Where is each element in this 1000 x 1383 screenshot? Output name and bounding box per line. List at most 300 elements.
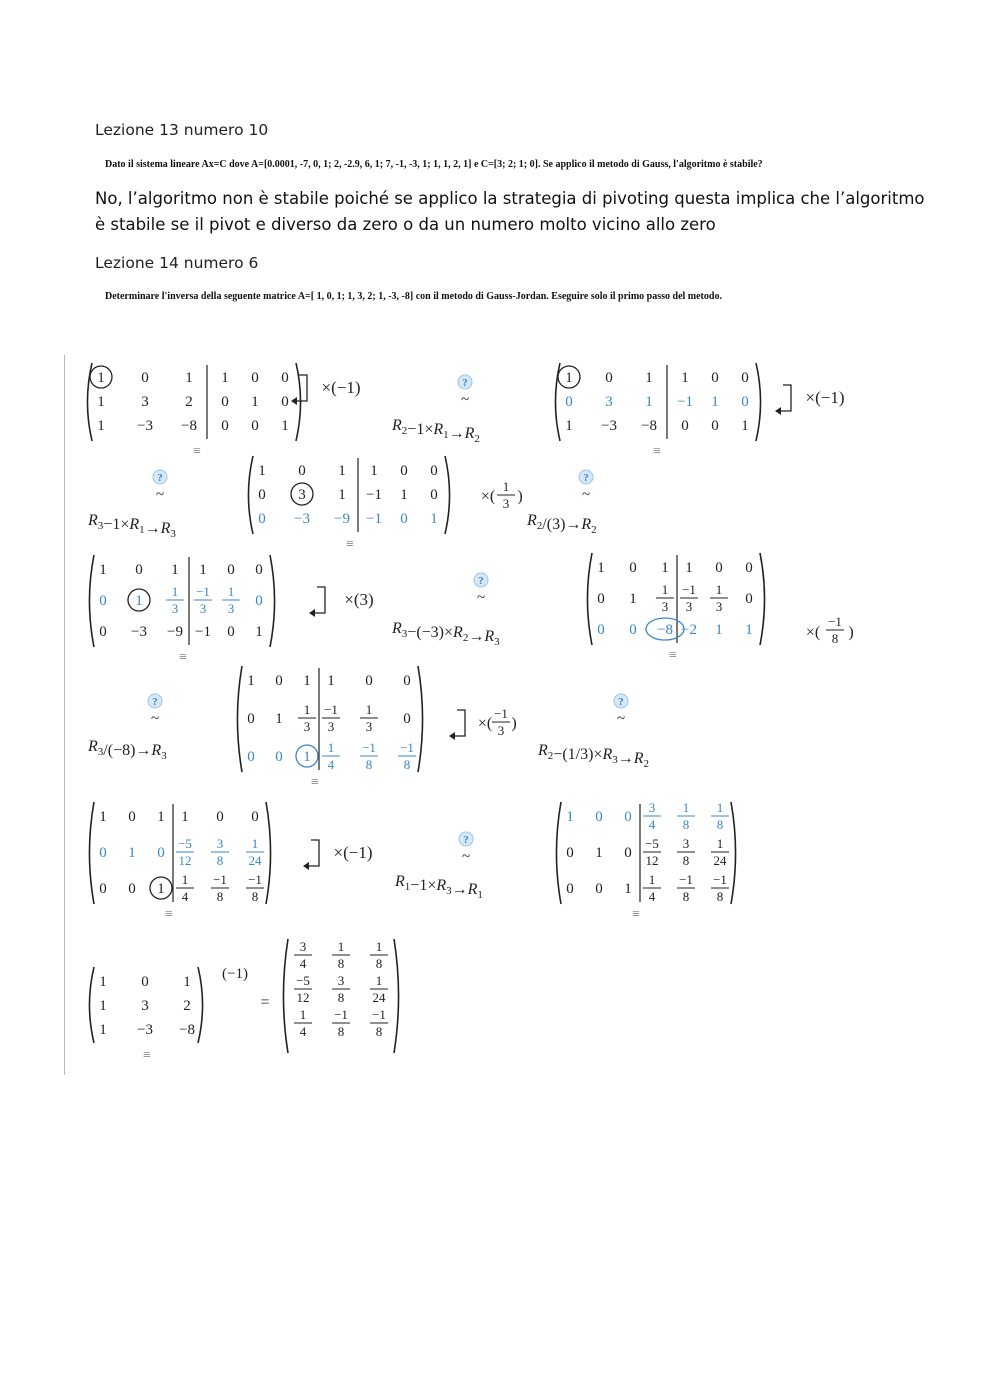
matrix-cell xyxy=(194,584,212,616)
arrow-icon xyxy=(291,397,297,405)
matrix-cell xyxy=(677,872,695,904)
matrix-cell xyxy=(711,800,729,832)
matrix-cell: 1 xyxy=(645,370,653,386)
multiplier-text: ×( xyxy=(805,624,821,641)
matrix-cell: 0 xyxy=(281,394,289,410)
matrix-cell xyxy=(166,584,184,616)
fraction-denominator: 8 xyxy=(716,889,724,904)
matrix-cell: 1 xyxy=(595,845,603,861)
matrix-cell: 1 xyxy=(99,809,107,825)
fraction-numerator: 1 xyxy=(227,584,235,599)
matrix-cell: 0 xyxy=(624,845,632,861)
matrix-cell xyxy=(370,973,388,1005)
fraction-denominator: 8 xyxy=(682,817,690,832)
matrix-cell: 3 xyxy=(605,394,613,410)
fraction-numerator: −1 xyxy=(213,872,227,887)
left-paren xyxy=(248,456,253,534)
matrix-cell: 0 xyxy=(629,560,637,576)
row-operation-text: $R_2/(3)\to R_2$ xyxy=(527,512,597,536)
matrix-cell xyxy=(298,702,316,734)
matrix-cell: 1 xyxy=(303,673,311,689)
matrix-cell: 0 xyxy=(597,591,605,607)
matrix-cell: 1 xyxy=(338,463,346,479)
multiplier-text: ×( xyxy=(480,488,496,505)
matrix-cell: 1 xyxy=(275,711,283,727)
fraction-denominator: 3 xyxy=(685,599,693,614)
matrix-cell: 0 xyxy=(227,624,235,640)
matrix-cell xyxy=(332,973,350,1005)
matrix-cell: 1 xyxy=(247,673,255,689)
matrix-cell: 0 xyxy=(141,974,149,990)
help-icon-glyph: ? xyxy=(462,377,468,389)
matrix-cell: 0 xyxy=(227,562,235,578)
matrix-cell: 1 xyxy=(338,487,346,503)
equiv-symbol: ≡ xyxy=(179,650,187,665)
matrix-cell: 1 xyxy=(661,560,669,576)
section1-heading: Lezione 13 numero 10 xyxy=(95,121,269,139)
multiplier-text: ×(−1) xyxy=(333,843,373,862)
matrix-cell: 1 xyxy=(99,974,107,990)
matrix-cell: 2 xyxy=(183,998,191,1014)
tilde-symbol: ~ xyxy=(461,849,471,865)
section2-question: Determinare l'inversa della seguente matrice A=[ 1, 0, 1; 1, 3, 2; 1, -3, -8] con il metodo di Gauss-Jordan. Eseguire solo il primo passo del metodo. xyxy=(105,291,722,302)
matrix-cell: 0 xyxy=(99,845,107,861)
row-operation-text: $R_2-1\times R_1\to R_2$ xyxy=(392,417,480,445)
matrix-cell: 1 xyxy=(629,591,637,607)
matrix-cell: 0 xyxy=(221,418,229,434)
help-icon[interactable] xyxy=(459,832,473,846)
row-operation-text: $R_3/(-8)\to R_3$ xyxy=(88,738,167,762)
matrix-cell: 1 xyxy=(745,622,753,638)
matrix-cell: 0 xyxy=(135,562,143,578)
fraction-numerator: −1 xyxy=(713,872,727,887)
matrix-cell xyxy=(222,584,240,616)
fraction-numerator: 1 xyxy=(661,582,669,597)
multiplier-text: ×( xyxy=(477,715,493,732)
matrix-cell: 0 xyxy=(99,624,107,640)
right-paren xyxy=(270,555,275,647)
matrix-cell: 0 xyxy=(566,845,574,861)
fraction-numerator: 1 xyxy=(715,582,723,597)
right-paren xyxy=(394,939,399,1053)
fraction-denominator: 8 xyxy=(365,757,373,772)
fraction-denominator: 8 xyxy=(337,1024,345,1039)
help-icon-glyph: ? xyxy=(157,472,163,484)
tilde-symbol: ~ xyxy=(616,711,626,727)
matrix-cell: 1 xyxy=(597,560,605,576)
fraction-denominator: 3 xyxy=(303,719,311,734)
arrow-icon xyxy=(309,609,315,617)
section1-question: Dato il sistema lineare Ax=C dove A=[0.0001, -7, 0, 1; 2, -2.9, 6, 1; 7, -1, -3, 1; 1, 1, 2, 1] e C=[3; 2; 1; 0]. Se applico il metodo di Gauss, l'algoritmo è stabile? xyxy=(105,159,763,170)
fraction-numerator: −1 xyxy=(679,872,693,887)
matrix-cell: 1 xyxy=(645,394,653,410)
fraction-numerator: −5 xyxy=(178,836,192,851)
fraction-numerator: 1 xyxy=(327,740,335,755)
tilde-symbol: ~ xyxy=(476,590,486,606)
matrix-cell: 0 xyxy=(251,418,259,434)
tilde-symbol: ~ xyxy=(460,392,470,408)
right-paren xyxy=(756,363,761,441)
fraction-numerator: 1 xyxy=(682,800,690,815)
fraction-numerator: 3 xyxy=(337,973,345,988)
matrix-cell: −1 xyxy=(366,511,382,527)
left-paren xyxy=(587,553,592,645)
matrix-cell: 3 xyxy=(141,394,149,410)
matrix-cell xyxy=(246,836,264,868)
tilde-symbol: ~ xyxy=(155,487,165,503)
matrix-cell: 1 xyxy=(181,809,189,825)
fraction-denominator: 4 xyxy=(648,817,656,832)
equiv-symbol: ≡ xyxy=(653,444,661,459)
matrix-cell: 0 xyxy=(258,487,266,503)
matrix-cell xyxy=(370,939,388,971)
matrix-cell: 1 xyxy=(171,562,179,578)
equiv-symbol: ≡ xyxy=(632,907,640,922)
fraction-numerator: −1 xyxy=(400,740,414,755)
row-operation-text: $R_3-(-3)\times R_2\to R_3$ xyxy=(392,620,500,648)
fraction-denominator: 24 xyxy=(372,990,386,1005)
fraction-denominator: 12 xyxy=(178,853,192,868)
help-icon-glyph: ? xyxy=(618,696,624,708)
section2-heading: Lezione 14 numero 6 xyxy=(95,254,259,272)
fraction-denominator: 12 xyxy=(645,853,659,868)
row-operation-text: $R_2-(1/3)\times R_3\to R_2$ xyxy=(538,742,650,770)
multiplier-bracket xyxy=(309,840,319,866)
matrix-cell: 0 xyxy=(141,370,149,386)
multiplier-text: ×(−1) xyxy=(805,388,845,407)
multiplier-text: ) xyxy=(848,624,854,641)
matrix-cell xyxy=(294,939,312,971)
matrix-cell: 0 xyxy=(128,881,136,897)
matrix-cell: −3 xyxy=(131,624,147,640)
matrix-cell xyxy=(332,1007,350,1039)
matrix-cell: −3 xyxy=(601,418,617,434)
left-paren xyxy=(89,555,94,647)
fraction-numerator: −1 xyxy=(324,702,338,717)
left-paren xyxy=(89,967,94,1043)
matrix-cell: 1 xyxy=(99,1022,107,1038)
fraction-denominator: 3 xyxy=(502,496,510,511)
matrix-cell: 0 xyxy=(400,511,408,527)
fraction-denominator: 8 xyxy=(375,1024,383,1039)
matrix-cell: 1 xyxy=(128,845,136,861)
fraction-numerator: 1 xyxy=(648,872,656,887)
left-paren xyxy=(556,802,561,904)
multiplier-bracket xyxy=(781,385,791,411)
equiv-symbol: ≡ xyxy=(346,537,354,552)
fraction-denominator: 8 xyxy=(251,889,259,904)
matrix-cell: −2 xyxy=(681,622,697,638)
matrix-cell xyxy=(643,800,661,832)
matrix-cell: 1 xyxy=(565,418,573,434)
multiplier-text: ) xyxy=(511,715,517,732)
fraction-numerator: 1 xyxy=(303,702,311,717)
matrix-cell: 0 xyxy=(281,370,289,386)
matrix-cell: 1 xyxy=(715,622,723,638)
matrix-cell: 1 xyxy=(258,463,266,479)
left-paren xyxy=(283,939,288,1053)
fraction-denominator: 4 xyxy=(181,889,189,904)
matrix-cell: 0 xyxy=(251,370,259,386)
matrix-cell: 0 xyxy=(403,673,411,689)
tilde-symbol: ~ xyxy=(150,711,160,727)
row-operation xyxy=(87,738,167,762)
matrix-cell: 1 xyxy=(741,418,749,434)
fraction-numerator: 1 xyxy=(375,939,383,954)
matrix-cell: 0 xyxy=(566,881,574,897)
help-icon[interactable] xyxy=(579,470,593,484)
help-icon[interactable] xyxy=(148,694,162,708)
matrix-cell: 1 xyxy=(624,881,632,897)
matrix-cell: 0 xyxy=(400,463,408,479)
matrix-cell xyxy=(677,800,695,832)
matrix-cell: 1 xyxy=(565,370,573,386)
matrix-cell: 0 xyxy=(221,394,229,410)
matrix-cell: 1 xyxy=(221,370,229,386)
matrix-cell: 1 xyxy=(430,511,438,527)
fraction-numerator: 1 xyxy=(375,973,383,988)
matrix-cell: 0 xyxy=(741,394,749,410)
matrix-cell: 1 xyxy=(303,749,311,765)
matrix-cell: −1 xyxy=(366,487,382,503)
fraction-denominator: 4 xyxy=(327,757,335,772)
multiplier-fraction xyxy=(497,479,515,511)
matrix-cell: 0 xyxy=(430,487,438,503)
matrix-cell: 0 xyxy=(99,881,107,897)
matrix-cell: 0 xyxy=(629,622,637,638)
matrix-cell xyxy=(360,740,378,772)
matrix-cell: 0 xyxy=(216,809,224,825)
matrix-cell: 0 xyxy=(255,593,263,609)
fraction-denominator: 8 xyxy=(403,757,411,772)
matrix-cell: 0 xyxy=(157,845,165,861)
fraction-denominator: 4 xyxy=(299,956,307,971)
matrix-cell: 0 xyxy=(711,370,719,386)
matrix-cell: 1 xyxy=(681,370,689,386)
row-operation xyxy=(394,873,483,901)
equiv-symbol: ≡ xyxy=(143,1048,151,1063)
fraction-numerator: 3 xyxy=(682,836,690,851)
matrix-cell: 1 xyxy=(97,394,105,410)
matrix-cell xyxy=(643,836,661,868)
equiv-symbol: ≡ xyxy=(165,907,173,922)
matrix-cell: −1 xyxy=(195,624,211,640)
fraction-denominator: 8 xyxy=(337,956,345,971)
matrix-cell: 0 xyxy=(403,711,411,727)
right-paren xyxy=(198,967,203,1043)
arrow-icon xyxy=(303,862,309,870)
matrix-cell: 0 xyxy=(128,809,136,825)
fraction-numerator: −1 xyxy=(334,1007,348,1022)
fraction-denominator: 3 xyxy=(199,601,207,616)
matrix-cell: −9 xyxy=(334,511,350,527)
matrix-cell: 1 xyxy=(157,881,165,897)
equiv-symbol: ≡ xyxy=(669,648,677,663)
row-operation xyxy=(526,512,597,536)
fraction-numerator: −5 xyxy=(645,836,659,851)
matrix-cell: 3 xyxy=(141,998,149,1014)
matrix-cell xyxy=(677,836,695,868)
fraction-numerator: 1 xyxy=(716,800,724,815)
fraction-numerator: 1 xyxy=(171,584,179,599)
fraction-denominator: 3 xyxy=(497,723,505,738)
left-paren xyxy=(89,802,94,904)
matrix-cell: 1 xyxy=(566,809,574,825)
fraction-denominator: 8 xyxy=(375,956,383,971)
right-paren xyxy=(731,802,736,904)
matrix-cell: 1 xyxy=(251,394,259,410)
help-icon[interactable] xyxy=(458,375,472,389)
matrix-cell: 2 xyxy=(185,394,193,410)
matrix-cell: 1 xyxy=(97,418,105,434)
arrow-icon xyxy=(449,732,455,740)
matrix-cell: 0 xyxy=(595,881,603,897)
matrix-cell xyxy=(643,872,661,904)
fraction-denominator: 24 xyxy=(713,853,727,868)
matrix-cell: 1 xyxy=(685,560,693,576)
right-paren xyxy=(418,666,423,772)
matrix-cell xyxy=(656,582,674,614)
matrix-cell: 1 xyxy=(183,974,191,990)
matrix-cell: −3 xyxy=(294,511,310,527)
matrix-cell xyxy=(680,582,698,614)
fraction-numerator: −1 xyxy=(682,582,696,597)
help-icon[interactable] xyxy=(153,470,167,484)
row-operation xyxy=(391,417,480,445)
matrix-cell: 1 xyxy=(711,394,719,410)
matrix-cell: 0 xyxy=(255,562,263,578)
help-icon[interactable] xyxy=(474,573,488,587)
matrix-cell xyxy=(294,1007,312,1039)
matrix-cell xyxy=(176,836,194,868)
fraction-denominator: 3 xyxy=(327,719,335,734)
multiplier-fraction xyxy=(826,614,844,646)
matrix-cell: 0 xyxy=(275,749,283,765)
fraction-numerator: 3 xyxy=(648,800,656,815)
matrix-cell xyxy=(211,836,229,868)
fraction-numerator: 1 xyxy=(716,836,724,851)
matrix-cell: 1 xyxy=(281,418,289,434)
matrix-cell: 0 xyxy=(247,749,255,765)
gauss-jordan-derivation-image xyxy=(64,355,873,1075)
matrix-cell xyxy=(398,740,416,772)
fraction-numerator: −1 xyxy=(362,740,376,755)
matrix-cell: 1 xyxy=(99,998,107,1014)
matrix-cell: 3 xyxy=(298,487,306,503)
matrix-cell xyxy=(711,836,729,868)
matrix-cell: 0 xyxy=(745,591,753,607)
matrix-cell: 1 xyxy=(400,487,408,503)
arrow-icon xyxy=(775,407,781,415)
matrix-cell: 0 xyxy=(681,418,689,434)
row-operation xyxy=(87,512,176,540)
fraction-numerator: 3 xyxy=(299,939,307,954)
fraction-numerator: 1 xyxy=(337,939,345,954)
fraction-denominator: 8 xyxy=(831,631,839,646)
matrix-cell: 0 xyxy=(298,463,306,479)
matrix-cell: −8 xyxy=(179,1022,195,1038)
matrix-cell xyxy=(176,872,194,904)
right-paren xyxy=(445,456,450,534)
matrix-cell: 1 xyxy=(135,593,143,609)
matrix-cell: 0 xyxy=(99,593,107,609)
matrix-cell xyxy=(246,872,264,904)
fraction-denominator: 8 xyxy=(682,889,690,904)
fraction-denominator: 3 xyxy=(715,599,723,614)
matrix-cell xyxy=(711,872,729,904)
matrix-cell: −1 xyxy=(677,394,693,410)
fraction-numerator: 1 xyxy=(181,872,189,887)
matrix-cell: 1 xyxy=(157,809,165,825)
matrix-cell xyxy=(360,702,378,734)
matrix-cell: 0 xyxy=(258,511,266,527)
right-paren xyxy=(760,553,765,645)
tilde-symbol: ~ xyxy=(581,487,591,503)
fraction-numerator: 3 xyxy=(216,836,224,851)
inverse-exponent: (−1) xyxy=(222,966,248,982)
matrix-cell: 0 xyxy=(430,463,438,479)
fraction-denominator: 3 xyxy=(365,719,373,734)
help-icon-glyph: ? xyxy=(463,834,469,846)
fraction-denominator: 8 xyxy=(716,817,724,832)
fraction-denominator: 8 xyxy=(216,889,224,904)
matrix-cell xyxy=(332,939,350,971)
fraction-numerator: −1 xyxy=(248,872,262,887)
fraction-denominator: 3 xyxy=(227,601,235,616)
matrix-cell: 0 xyxy=(745,560,753,576)
fraction-numerator: −1 xyxy=(196,584,210,599)
row-operation-text: $R_3-1\times R_1\to R_3$ xyxy=(88,512,176,540)
help-icon-glyph: ? xyxy=(478,575,484,587)
fraction-denominator: 12 xyxy=(296,990,310,1005)
matrix-cell: 0 xyxy=(251,809,259,825)
multiplier-bracket xyxy=(315,587,325,613)
matrix-cell xyxy=(710,582,728,614)
equiv-symbol: ≡ xyxy=(311,775,319,790)
equiv-symbol: ≡ xyxy=(193,444,201,459)
matrix-cell: 1 xyxy=(199,562,207,578)
matrix-cell xyxy=(294,973,312,1005)
matrix-cell xyxy=(322,702,340,734)
fraction-denominator: 8 xyxy=(682,853,690,868)
fraction-denominator: 24 xyxy=(248,853,262,868)
fraction-numerator: −1 xyxy=(494,706,508,721)
matrix-cell: 1 xyxy=(185,370,193,386)
help-icon-glyph: ? xyxy=(583,472,589,484)
matrix-cell: −3 xyxy=(137,1022,153,1038)
multiplier-bracket xyxy=(455,710,465,736)
matrix-cell: 0 xyxy=(597,622,605,638)
row-operation-text: $R_1-1\times R_3\to R_1$ xyxy=(395,873,483,901)
fraction-numerator: −5 xyxy=(296,973,310,988)
matrix-cell xyxy=(370,1007,388,1039)
matrix-cell: −3 xyxy=(137,418,153,434)
help-icon[interactable] xyxy=(614,694,628,708)
matrix-cell: 0 xyxy=(605,370,613,386)
matrix-cell: 0 xyxy=(247,711,255,727)
matrix-cell xyxy=(211,872,229,904)
multiplier-text: ×(−1) xyxy=(321,378,361,397)
fraction-denominator: 4 xyxy=(648,889,656,904)
fraction-denominator: 3 xyxy=(171,601,179,616)
matrix-cell: −9 xyxy=(167,624,183,640)
matrix-cell: −8 xyxy=(641,418,657,434)
matrix-cell: 1 xyxy=(99,562,107,578)
fraction-numerator: 1 xyxy=(365,702,373,717)
matrix-cell: −8 xyxy=(657,622,673,638)
matrix-cell: 0 xyxy=(711,418,719,434)
matrix-cell: 1 xyxy=(255,624,263,640)
